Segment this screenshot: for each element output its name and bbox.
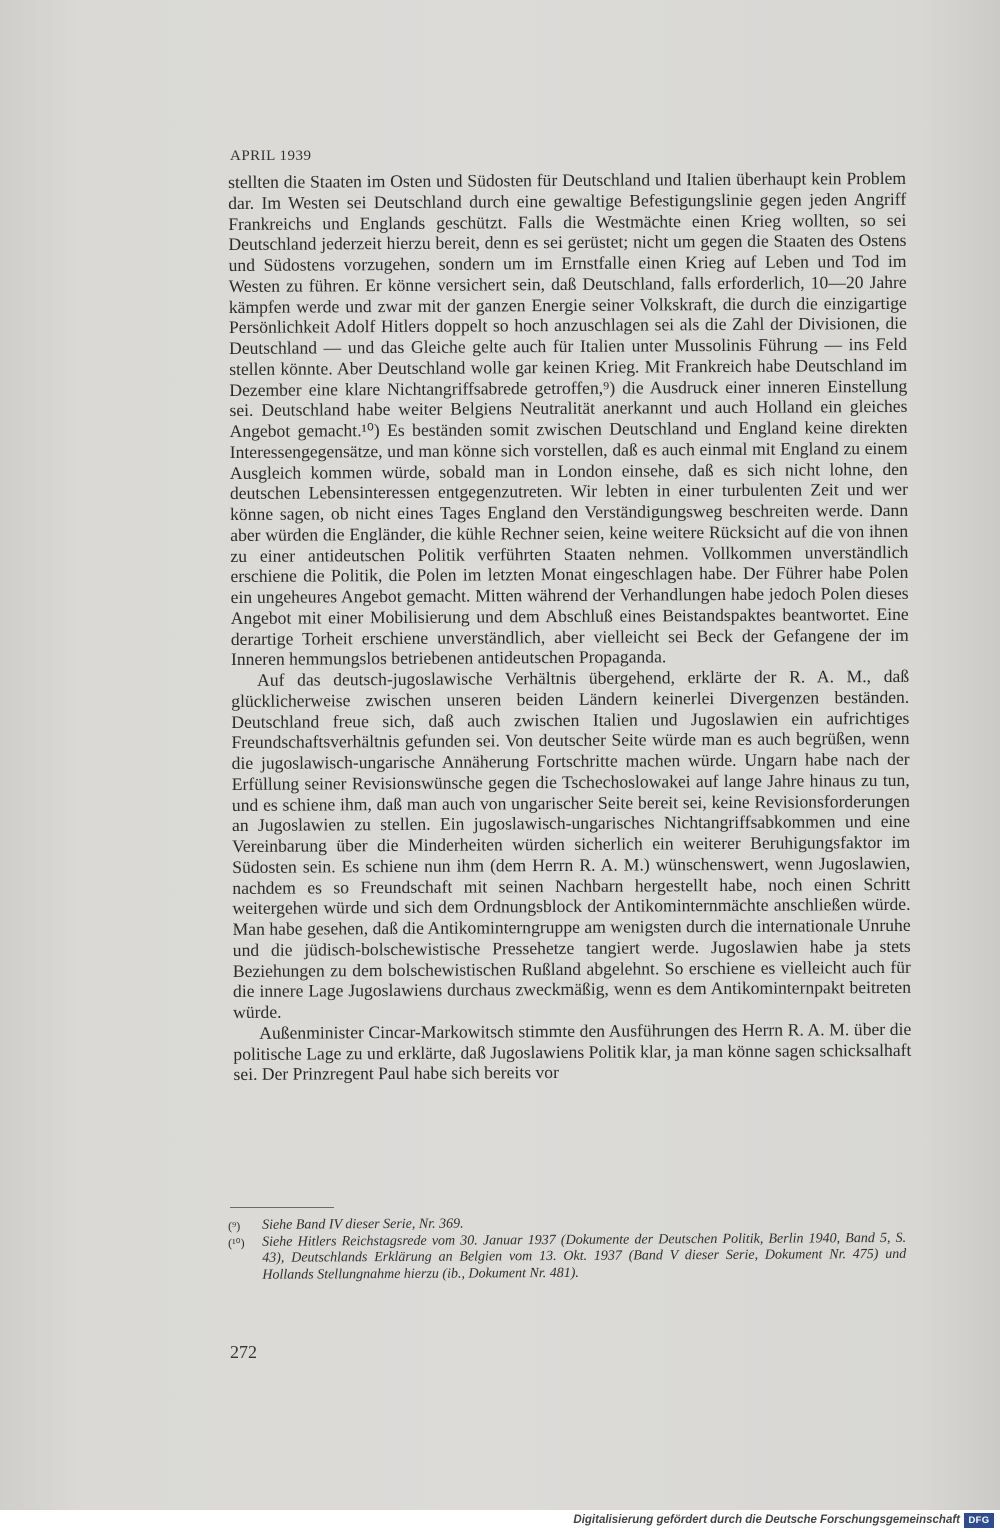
footnote-text: Siehe Band IV dieser Serie, Nr. 369.	[261, 1216, 464, 1233]
main-text	[228, 168, 912, 1085]
paragraph: Außenminister Cincar-Markowitsch stimmte den Ausführungen des Herrn R. A. M. über die politische Lage zu und erklärte, daß Jugoslawiens Politik klar, ja man könne sagen schicksalhaft sei. Der Prinzregent Paul habe sich bereits vor	[233, 1018, 912, 1085]
footnote-mark: (⁹)	[228, 1218, 241, 1233]
footnotes	[228, 1214, 906, 1284]
footnote-item	[228, 1230, 906, 1284]
footnote-text: Siehe Hitlers Reichstagsrede vom 30. Januar 1937 (Dokumente der Deutschen Politik, Berlin 1940, Band 5, S. 43), Deutschlands Erklärung an Belgien vom 13. Okt. 1937 (Band V dieser Serie, Dokument Nr. 475) und Hollands Stellungnahme hierzu (ib., Dokument Nr. 481).	[262, 1230, 907, 1283]
page-number: 272	[230, 1342, 257, 1362]
funding-footer	[0, 1510, 1000, 1532]
funding-note: Digitalisierung gefördert durch die Deutsche Forschungsgemeinschaft	[573, 1514, 960, 1526]
footnote-mark: (¹⁰)	[228, 1235, 245, 1250]
dfg-logo-icon: DFG	[964, 1513, 994, 1528]
paragraph: Auf das deutsch-jugoslawische Verhältnis übergehend, erklärte der R. A. M., daß glücklicherweise zwischen unseren beiden Ländern keinerlei Divergenzen beständen. Deutschland freue sich, daß auch zwischen Italien und Jugoslawien ein aufrichtiges Freundschaftsverhältnis gefunden sei. Von deutscher Seite würde man es auch begrüßen, wenn die jugoslawisch-ungarische Annäherung Fortschritte machen würde. Ungarn habe nach der Erfüllung seiner Revisionswünsche gegen die Tschechoslowakei auf lange Jahre hinaus zu tun, und es schiene ihm, daß man auch von ungarischer Seite bereit sei, keine Revisionsforderungen an Jugoslawien zu stellen. Ein jugoslawisch-ungarisches Nichtangriffsabkommen und eine Vereinbarung über die Minderheiten würden sicherlich ein weiterer Beruhigungsfaktor im Südosten sein. Es schiene nun ihm (dem Herrn R. A. M.) wünschenswert, wenn Jugoslawien, nachdem es so Freundschaft mit seinen Nachbarn hergestellt habe, noch einen Schritt weitergehen würde und sich dem Ordnungsblock der Antikominternmächte anschließen würde. Man habe gesehen, daß die Antikominterngruppe am wenigsten durch die internationale Unruhe und die jüdisch-bolschewistische Pressehetze tangiert werde. Jugoslawien habe ja stets Beziehungen zu dem bolschewistischen Rußland abgelehnt. So erschiene es vielleicht auch für die innere Lage Jugoslawiens durchaus zweckmäßig, wenn es dem Antikominternpakt beitreten würde.	[231, 665, 912, 1022]
running-head: APRIL 1939	[230, 148, 312, 164]
paragraph: stellten die Staaten im Osten und Südosten für Deutschland und Italien überhaupt kein Problem dar. Im Westen sei Deutschland durch eine gewaltige Befestigungslinie gegen jeden Angriff Frankreichs und Englands geschützt. Falls die Westmächte einen Krieg wollten, so sei Deutschland jederzeit hierzu bereit, denn es sei gerüstet; nicht um gegen die Staaten des Ostens und Südostens vorzugehen, sondern um im Ernstfalle einen Krieg auf Leben und Tod im Westen zu führen. Er könne versichert sein, daß Deutschland, falls erforderlich, 10—20 Jahre kämpfen werde und zwar mit der ganzen Energie seiner Volkskraft, die durch die einzigartige Persönlichkeit Adolf Hitlers doppelt so hoch anzuschlagen sei als die Zahl der Divisionen, die Deutschland — und das Gleiche gelte auch für Italien unter Mussolinis Führung — ins Feld stellen könnte. Aber Deutschland wolle gar keinen Krieg. Mit Frankreich habe Deutschland im Dezember eine klare Nichtangriffsabrede getroffen,⁹) die Ausdruck einer inneren Einstellung sei. Deutschland habe weiter Belgiens Neutralität anerkannt und auch Holland ein gleiches Angebot gemacht.¹⁰) Es beständen somit zwischen Deutschland und England keine direkten Interessengegensätze, und man könne sich vorstellen, daß es auch einmal mit England zu einem Ausgleich kommen würde, sobald man in London einsehe, daß es sich nicht lohne, den deutschen Lebensinteressen entgegenzutreten. Wir lebten in einer turbulenten Zeit und wer könne sagen, ob nicht eines Tages England den Verständigungsweg beschreiten werde. Dann aber würden die Engländer, die kühle Rechner seien, keine weitere Rücksicht auf die von ihnen zu einer antideutschen Politik verführten Staaten nehmen. Vollkommen unverständlich erschiene die Politik, die Polen im letzten Monat eingeschlagen habe. Der Führer habe Polen ein ungeheures Angebot gemacht. Mitten während der Verhandlungen habe jedoch Polen dieses Angebot mit einer Mobilisierung und dem Abschluß eines Beistandspaktes beantwortet. Eine derartige Torheit erschiene unverständlich, aber vielleicht sei Beck der Gefangene der im Inneren hemmungslos betriebenen antideutschen Propaganda.	[228, 167, 909, 670]
footnote-divider	[230, 1207, 334, 1208]
